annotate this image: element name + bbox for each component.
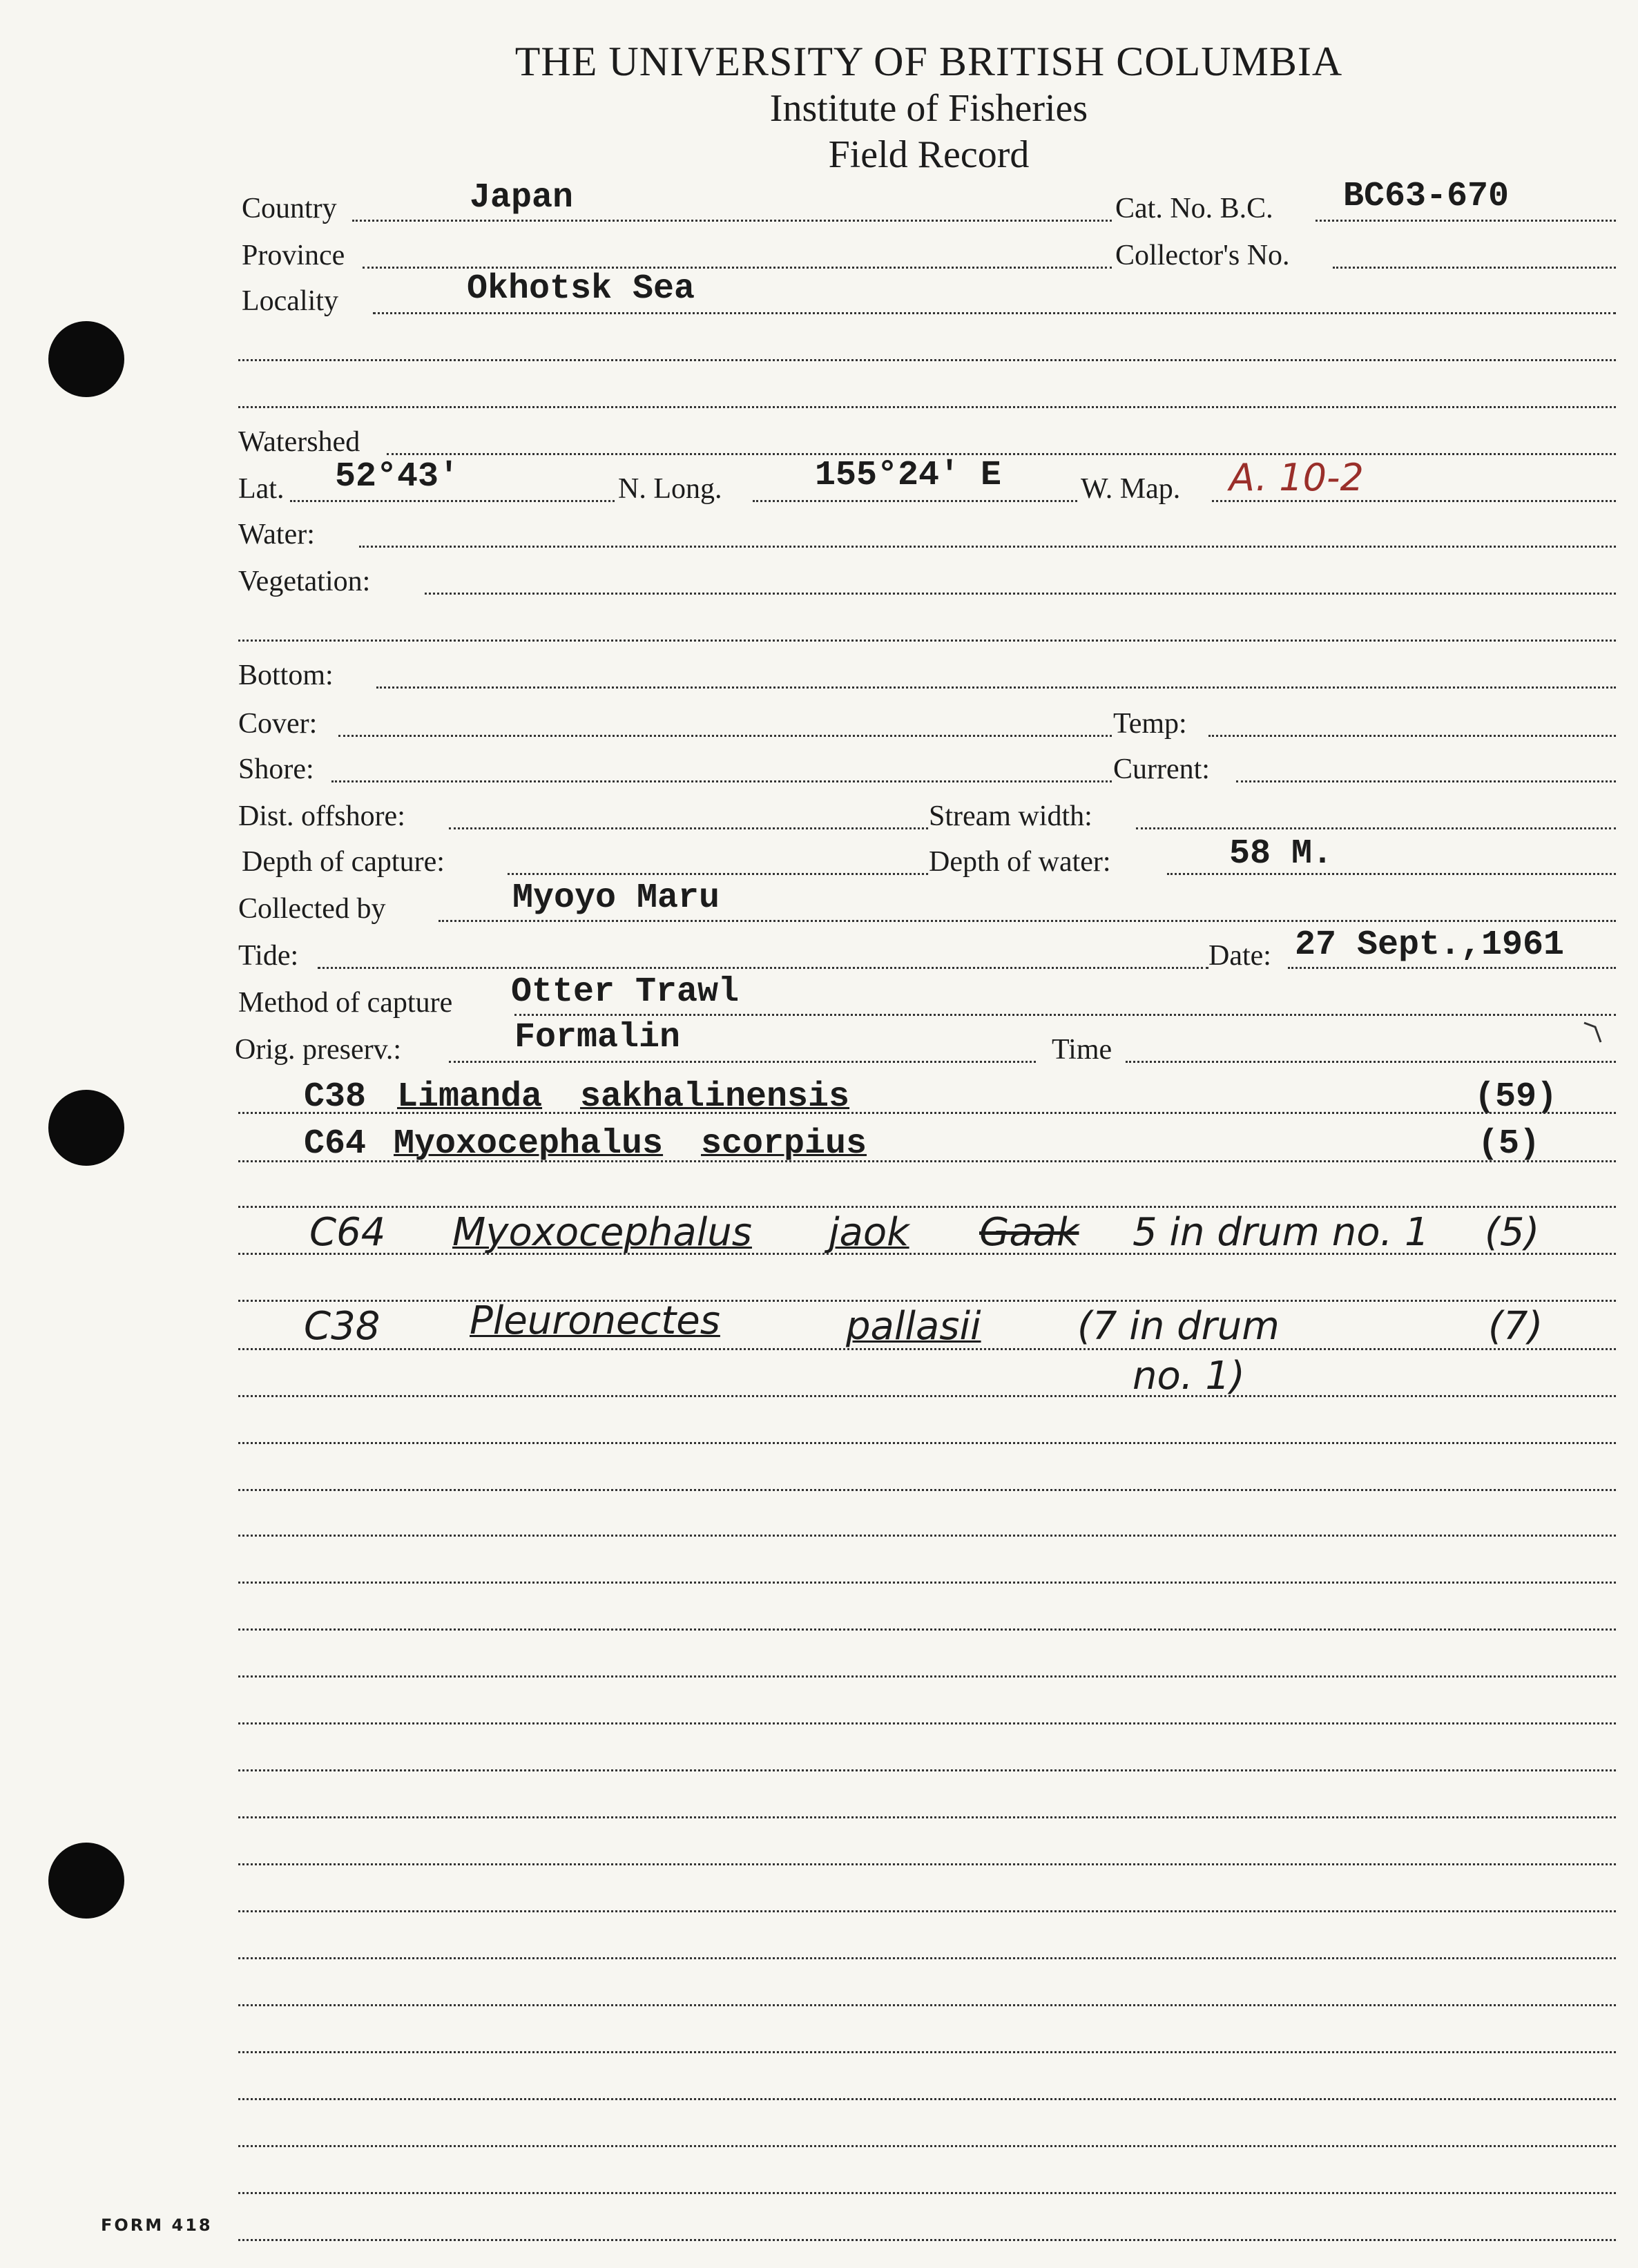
form-number: FORM 418 xyxy=(101,2216,213,2235)
label-time: Time xyxy=(1052,1033,1116,1066)
value-method: Otter Trawl xyxy=(511,972,740,1012)
value-lat: 52°43' xyxy=(335,457,460,497)
value-date: 27 Sept.,1961 xyxy=(1295,925,1565,965)
label-orig-preserv: Orig. preserv.: xyxy=(235,1033,405,1066)
label-temp: Temp: xyxy=(1113,707,1191,740)
label-collected-by: Collected by xyxy=(238,892,389,925)
label-province: Province xyxy=(242,239,349,272)
specimen-code: C38 xyxy=(304,1077,367,1117)
specimen-code: C64 xyxy=(304,1124,367,1164)
specimen-count: (5) xyxy=(1485,1210,1540,1255)
specimen-count: (5) xyxy=(1478,1124,1541,1164)
value-country: Japan xyxy=(470,178,574,218)
university-title: THE UNIVERSITY OF BRITISH COLUMBIA xyxy=(514,39,1343,84)
label-map: W. Map. xyxy=(1081,472,1184,506)
value-preserv: Formalin xyxy=(514,1018,681,1057)
value-long: 155°24' E xyxy=(815,456,1002,495)
label-cat-no: Cat. No. B.C. xyxy=(1115,192,1278,225)
specimen-count: (59) xyxy=(1474,1077,1558,1117)
value-cat-no: BC63-670 xyxy=(1343,177,1510,216)
label-dist-offshore: Dist. offshore: xyxy=(238,800,410,833)
value-map: A. 10-2 xyxy=(1229,456,1364,499)
value-locality: Okhotsk Sea xyxy=(467,269,695,309)
specimen-code: C38 xyxy=(304,1304,380,1349)
specimen-genus: Myoxocephalus xyxy=(394,1124,664,1164)
specimen-note-continued: no. 1) xyxy=(1133,1354,1245,1399)
value-depth-water: 58 M. xyxy=(1229,834,1333,874)
label-country: Country xyxy=(242,192,341,225)
institute-title: Institute of Fisheries xyxy=(769,87,1088,130)
specimen-code: C64 xyxy=(309,1210,386,1255)
label-depth-water: Depth of water: xyxy=(929,845,1115,878)
specimen-note: (7 in drum xyxy=(1077,1304,1280,1349)
label-bottom: Bottom: xyxy=(238,659,338,692)
label-watershed: Watershed xyxy=(238,425,364,459)
binder-hole-top xyxy=(48,321,124,397)
label-collectors-no: Collector's No. xyxy=(1115,239,1294,272)
specimen-genus: Limanda xyxy=(397,1077,543,1117)
label-method: Method of capture xyxy=(238,986,456,1019)
label-stream-width: Stream width: xyxy=(929,800,1097,833)
tick-mark xyxy=(1581,1019,1609,1046)
specimen-species: jaok xyxy=(829,1210,909,1255)
value-collected-by: Myoyo Maru xyxy=(512,878,720,918)
record-title: Field Record xyxy=(828,133,1030,176)
label-current: Current: xyxy=(1113,753,1214,786)
label-cover: Cover: xyxy=(238,707,321,740)
binder-hole-middle xyxy=(48,1090,124,1166)
specimen-count: (7) xyxy=(1488,1304,1543,1349)
label-vegetation: Vegetation: xyxy=(238,565,374,598)
binder-hole-bottom xyxy=(48,1843,124,1919)
label-lat: Lat. xyxy=(238,472,288,506)
label-long: N. Long. xyxy=(618,472,726,506)
specimen-species: scorpius xyxy=(701,1124,867,1164)
label-tide: Tide: xyxy=(238,939,302,972)
label-shore: Shore: xyxy=(238,753,318,786)
label-water: Water: xyxy=(238,518,319,551)
specimen-species: sakhalinensis xyxy=(580,1077,850,1117)
label-depth-capture: Depth of capture: xyxy=(242,845,449,878)
specimen-species: pallasii xyxy=(846,1304,981,1349)
specimen-genus: Myoxocephalus xyxy=(452,1210,752,1255)
crossed-out-word: Gaak xyxy=(979,1210,1079,1255)
specimen-genus: Pleuronectes xyxy=(470,1298,720,1343)
specimen-note: 5 in drum no. 1 xyxy=(1133,1210,1429,1255)
label-locality: Locality xyxy=(242,285,343,318)
label-date: Date: xyxy=(1208,939,1275,972)
